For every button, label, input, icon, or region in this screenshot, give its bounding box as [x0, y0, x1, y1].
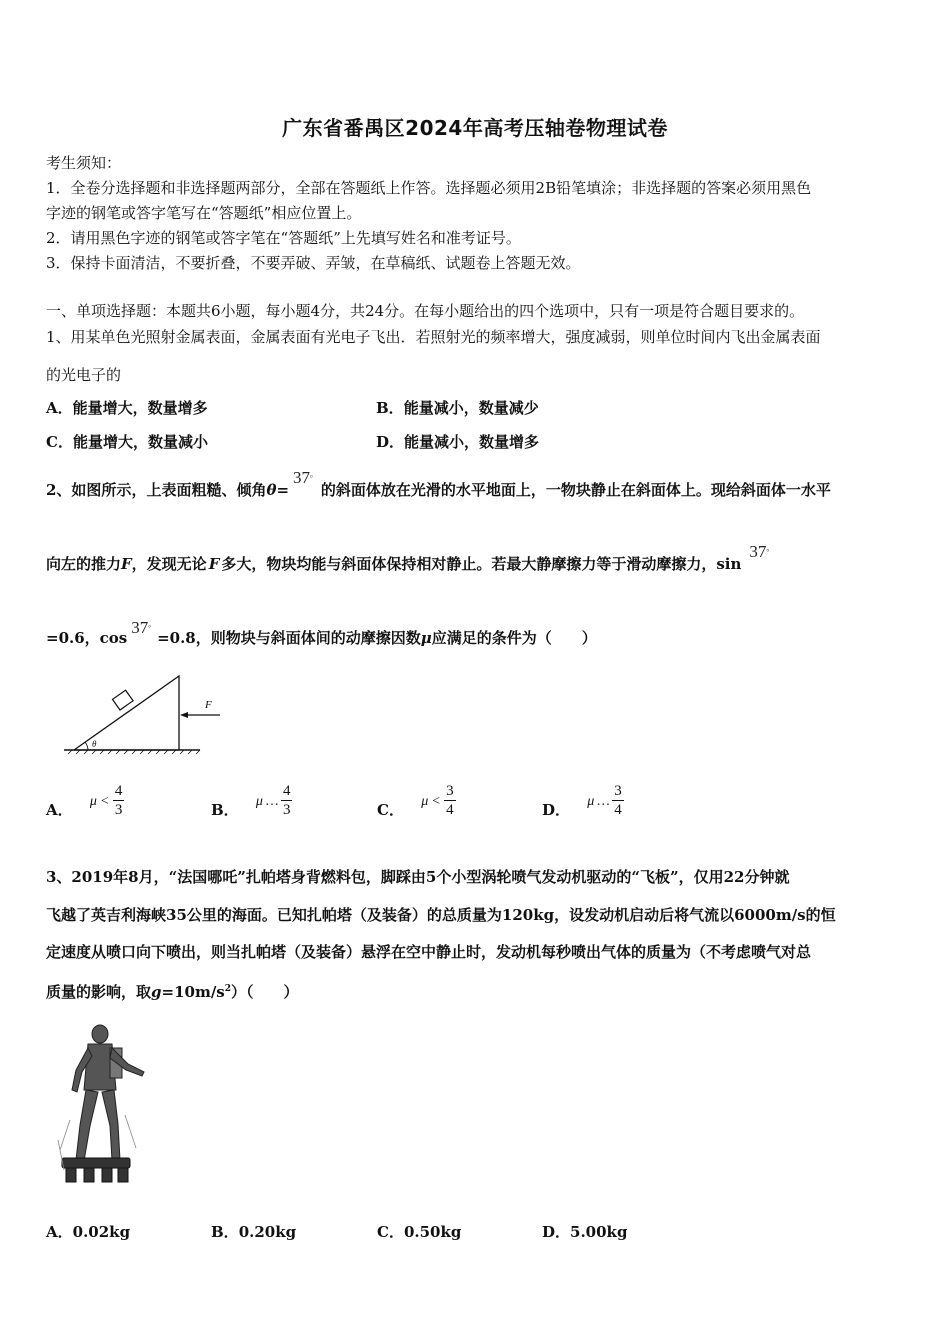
option-letter: C． [377, 1223, 404, 1241]
numerator: 4 [282, 783, 291, 799]
degree-symbol: ° [766, 548, 770, 556]
incline-figure [60, 670, 230, 760]
section-heading: 一、单项选择题：本题共6小题，每小题4分，共24分。在每小题给出的四个选项中，只有一项是符合题目要求的。 [46, 302, 805, 320]
flyboard-person-image [50, 1020, 150, 1185]
q3-option-d [542, 1221, 627, 1243]
q2-stem-line3 [46, 618, 597, 649]
option-letter: D． [542, 1223, 571, 1241]
option-text: 0.20kg [238, 1223, 297, 1241]
notice-item: 3．保持卡面清洁，不要折叠，不要弄破、弄皱，在草稿纸、试题卷上答题无效。 [46, 254, 581, 272]
option-letter: D． [542, 800, 571, 819]
force-symbol: F [121, 555, 132, 573]
denominator: 4 [446, 802, 454, 818]
q2-text: =0.8，则物块与斜面体间的动摩擦因数 [157, 629, 421, 647]
fraction [444, 782, 456, 819]
q2-stem-line1 [46, 468, 831, 501]
numerator: 4 [114, 783, 123, 799]
q1-option-b [376, 397, 539, 419]
q3-option-a [46, 1221, 130, 1243]
mu-symbol: μ [421, 793, 429, 809]
relation-symbol: … [596, 793, 611, 809]
option-text: 0.02kg [72, 1223, 131, 1241]
q2-text: 向左的推力 [46, 555, 122, 573]
option-letter: B． [376, 399, 404, 417]
q3-text: 质量的影响，取 [46, 983, 152, 1001]
q1-option-d [376, 431, 539, 453]
numerator: 3 [614, 783, 622, 799]
degree-symbol: ° [310, 474, 313, 482]
option-text: 能量增大，数量增多 [72, 399, 208, 417]
mu-symbol: μ [89, 793, 97, 809]
q1-option-a [46, 397, 208, 419]
g-symbol: g [151, 983, 162, 1001]
q2-text: 多大，物块均能与斜面体保持相对静止。若最大静摩擦力等于滑动摩擦力，sin [221, 555, 742, 573]
relation-symbol: … [264, 793, 279, 809]
mu-symbol: μ [420, 629, 432, 647]
fraction [113, 782, 125, 819]
option-letter: A． [46, 399, 73, 417]
option-letter: A． [46, 1223, 73, 1241]
q2-text: =0.6，cos [46, 629, 128, 647]
theta-symbol: θ= [266, 481, 290, 499]
q2-option-b [211, 782, 292, 819]
q2-text: 的斜面体放在光滑的水平地面上，一物块静止在斜面体上。现给斜面体一水平 [320, 481, 831, 499]
degree-symbol: ° [148, 624, 152, 632]
option-text: 能量增大，数量减小 [72, 433, 208, 451]
q1-stem: 的光电子的 [46, 366, 122, 384]
denominator: 4 [614, 802, 622, 818]
force-symbol: F [208, 555, 220, 573]
mu-symbol: μ [587, 793, 595, 809]
block [113, 690, 134, 710]
q3-stem-line4 [46, 978, 299, 1003]
option-text: 能量减小，数量增多 [404, 433, 540, 451]
q2-option-d [542, 782, 624, 819]
denominator: 3 [282, 802, 291, 818]
notice-item: 1．全卷分选择题和非选择题两部分，全部在答题纸上作答。选择题必须用2B铅笔填涂；非选择题的答案必须用黑色 [46, 179, 812, 197]
fraction [612, 782, 624, 819]
q2-text: 2、如图所示，上表面粗糙、倾角 [46, 481, 267, 499]
angle-value: 37 [293, 468, 311, 487]
q3-stem: 定速度从喷口向下喷出，则当扎帕塔（及装备）悬浮在空中静止时，发动机每秒喷出气体的质量为（不考虑喷气对总 [46, 943, 812, 961]
head [92, 1025, 108, 1043]
q2-stem-line2 [46, 542, 770, 575]
notice-item: 字迹的钢笔或答字笔写在“答题纸”相应位置上。 [46, 204, 362, 222]
right-leg [102, 1090, 120, 1160]
option-text: 5.00kg [570, 1223, 628, 1241]
force-arrowhead [180, 712, 188, 718]
relation-symbol: < [100, 793, 109, 809]
q3-text: =10m/s [161, 983, 225, 1001]
q2-option-a [46, 782, 124, 819]
q2-text: ，发现无论 [131, 555, 207, 573]
q3-stem: 3、2019年8月，“法国哪吒”扎帕塔身背燃料包，脚踩由5个小型涡轮喷气发动机驱动的“飞板”，仅用22分钟就 [46, 868, 790, 886]
q3-option-b [211, 1221, 296, 1243]
option-letter: B． [211, 800, 239, 819]
exponent: 2 [224, 984, 232, 994]
angle-value: 37 [131, 618, 149, 637]
relation-symbol: < [432, 793, 441, 809]
option-letter: B． [211, 1223, 239, 1241]
fraction [281, 782, 293, 819]
numerator: 3 [446, 783, 454, 799]
q1-option-c [46, 431, 208, 453]
left-leg [76, 1090, 98, 1161]
flyboard [62, 1158, 130, 1182]
force-label: F [205, 699, 212, 711]
option-letter: C． [377, 800, 404, 819]
mu-symbol: μ [255, 793, 263, 809]
page-title: 广东省番禺区2024年高考压轴卷物理试卷 [282, 116, 668, 140]
q3-option-c [377, 1221, 461, 1243]
option-text: 能量减小，数量减少 [403, 399, 539, 417]
option-text: 0.50kg [403, 1223, 462, 1241]
q2-option-c [377, 782, 456, 819]
incline-wedge [74, 676, 179, 750]
notice-item: 2．请用黑色字迹的钢笔或答字笔在“答题纸”上先填写姓名和准考证号。 [46, 229, 521, 247]
angle-value: 37 [749, 542, 767, 561]
option-letter: C． [46, 433, 73, 451]
option-letter: A． [46, 800, 73, 819]
option-letter: D． [376, 433, 405, 451]
q3-stem: 飞越了英吉利海峡35公里的海面。已知扎帕塔（及装备）的总质量为120kg，设发动机启动后将气流以6000m/s的恒 [46, 906, 836, 924]
angle-arc [85, 742, 88, 750]
angle-label: θ [92, 739, 97, 749]
denominator: 3 [114, 802, 123, 818]
q1-stem: 1、用某单色光照射金属表面，金属表面有光电子飞出．若照射光的频率增大，强度减弱，则单位时间内飞出金属表面 [46, 328, 821, 346]
notice-heading: 考生须知： [46, 154, 122, 172]
q2-text: 应满足的条件为（ ） [431, 629, 597, 647]
q3-text: ）（ ） [231, 983, 299, 1001]
